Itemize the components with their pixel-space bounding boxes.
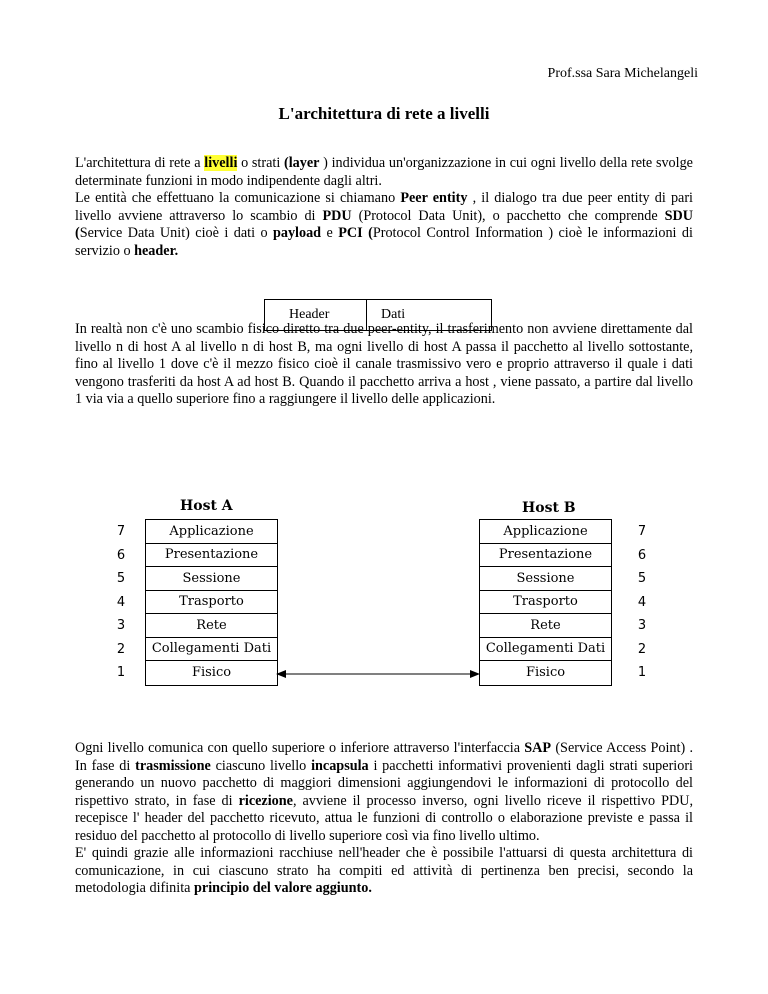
layer-number: 5 bbox=[637, 571, 647, 587]
layer-number: 6 bbox=[637, 547, 647, 563]
host-a-layer-numbers bbox=[111, 520, 131, 685]
layer-number: 7 bbox=[637, 524, 647, 540]
pdu-header-cell: Header bbox=[265, 300, 367, 330]
sap-paragraph: Ogni livello comunica con quello superiore o inferiore attraverso l'interfaccia SAP (Service Access Point) . In fase di trasmissione ciascuno livello incapsula i pacchetti informativi provenienti dagli strati superiori generando un nuovo pacchetto di maggiori dimensioni aggiungendovi le informazioni di protocollo del rispettivo strato, in fase di ricezione, avviene il processo inverso, ogni livello riceve il rispettivo PDU, recepisce l' header del pacchetto ricevuto, attua le funzioni di controllo o elaborazione previste e passa il residuo del pacchetto al protocollo di livello superiore così via fino livello ultimo. E' quindi grazie alle informazioni racchiuse nell'header che è possibile l'attuarsi di questa architettura di comunicazione, in cui ciascuno strato ha compiti ed attività di pertinenza ben precisi, secondo la metodologia difinita principio del valore aggiunto. bbox=[75, 740, 694, 896]
layer-cell: Trasporto bbox=[146, 591, 277, 615]
host-a-stack bbox=[145, 519, 278, 686]
host-b-title: Host B bbox=[522, 500, 576, 516]
layer-number: 2 bbox=[116, 641, 126, 657]
layer-cell: Presentazione bbox=[146, 544, 277, 568]
layer-cell: Presentazione bbox=[480, 544, 611, 568]
layer-cell: Trasporto bbox=[480, 591, 611, 615]
layer-cell: Sessione bbox=[480, 567, 611, 591]
layer-cell: Fisico bbox=[191, 665, 232, 681]
layer-number: 2 bbox=[637, 641, 647, 657]
layer-cell: Fisico bbox=[525, 665, 566, 681]
pdu-data-cell: Dati bbox=[381, 307, 406, 322]
physical-link-arrow bbox=[276, 666, 480, 682]
layer-cell: Collegamenti Dati bbox=[480, 638, 611, 662]
author-name: Prof.ssa Sara Michelangeli bbox=[547, 66, 698, 81]
page-title: L'architettura di rete a livelli bbox=[278, 104, 490, 123]
layer-number: 3 bbox=[116, 618, 126, 634]
layer-number: 4 bbox=[116, 594, 126, 610]
layer-cell: Applicazione bbox=[480, 520, 611, 544]
host-a-title: Host A bbox=[180, 498, 233, 514]
layer-number: 4 bbox=[637, 594, 647, 610]
layer-number: 7 bbox=[116, 524, 126, 540]
intro-paragraph: L'architettura di rete a livelli o strati (layer ) individua un'organizzazione in cui ogni livello della rete svolge determinate funzioni in modo indipendente dagli altri. Le entità che effettuano la comunicazione si chiamano Peer entity , il dialogo tra due peer entity di pari livello avviene attraverso lo scambio di PDU (Protocol Data Unit), o pacchetto che comprende SDU (Service Data Unit) cioè i dati o payload e PCI (Protocol Control Information ) cioè le informazioni di servizio o header. bbox=[75, 155, 693, 259]
host-b-stack bbox=[479, 519, 612, 686]
layer-number: 6 bbox=[116, 547, 126, 563]
layer-cell: Sessione bbox=[146, 567, 277, 591]
layer-cell: Rete bbox=[480, 614, 611, 638]
layer-number: 5 bbox=[116, 571, 126, 587]
layer-number: 1 bbox=[637, 665, 647, 681]
highlighted-term: livelli bbox=[204, 155, 238, 171]
host-b-layer-numbers bbox=[632, 520, 652, 685]
layer-cell: Collegamenti Dati bbox=[146, 638, 277, 662]
transfer-paragraph: In realtà non c'è uno scambio fisico diretto tra due peer-entity, il trasferimento non avviene direttamente dal livello n di host A al livello n di host B, ma ogni livello di host A passa il pacchetto al livello sottostante, fino al livello 1 dove c'è il mezzo fisico cioè il canale trasmissivo vero e proprio attraverso il quale i dati vengono trasferiti da host A ad host B. Quando il pacchetto arriva a host , viene passato, a partire dal livello 1 via via a quello superiore fino a raggiungere il livello delle applicazioni. bbox=[75, 321, 693, 407]
layer-cell: Rete bbox=[146, 614, 277, 638]
layer-number: 3 bbox=[637, 618, 647, 634]
layer-number: 1 bbox=[116, 665, 126, 681]
layer-cell: Applicazione bbox=[146, 520, 277, 544]
